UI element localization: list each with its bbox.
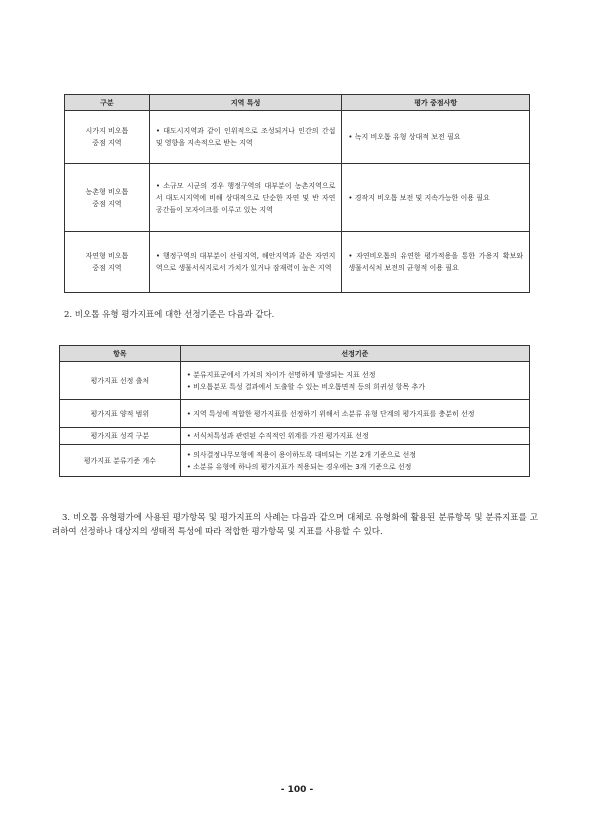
table-row xyxy=(60,362,530,400)
region-name: 중점 지역 xyxy=(92,264,122,272)
region-name: 자연형 비오톱 xyxy=(85,252,129,260)
feature-text: • 행정구역의 대부분이 산림지역, 해안지역과 같은 자연지역으로 생물서식지로서 가치가 있거나 잠재력이 높은 지역 xyxy=(156,250,336,274)
feature-text: • 소규모 시군의 경우 행정구역의 대부분이 농촌지역으로서 대도시지역에 비해 상대적으로 단순한 자연 및 반 자연공간들이 모자이크를 이루고 있는 지역 xyxy=(156,180,336,216)
region-name: 중점 지역 xyxy=(92,139,122,147)
region-name: 농촌형 비오톱 xyxy=(85,187,129,196)
criteria-text: • 지역 특성에 적합한 평가지표를 선정하기 위해서 소분류 유형 단계의 평가지표를 충분히 선정 xyxy=(187,408,523,420)
item-cell: 평가지표 양적 범위 xyxy=(60,400,181,428)
item-cell: 평가지표 성격 구분 xyxy=(60,428,181,445)
table-row xyxy=(65,232,530,293)
table-row xyxy=(60,428,530,445)
column-header: 구분 xyxy=(65,95,150,111)
table-row xyxy=(60,400,530,428)
table-header-row xyxy=(60,346,530,362)
column-header: 평가 중점사항 xyxy=(342,95,530,111)
column-header: 지역 특성 xyxy=(149,95,342,111)
criteria-text: • 분류지표군에서 가치의 차이가 선명하게 발생되는 지표 선정 xyxy=(187,369,523,381)
column-header: 항목 xyxy=(60,346,181,362)
region-type-table xyxy=(64,94,530,293)
criteria-text: • 서식처특성과 관련된 수직적인 위계를 가진 평가지표 선정 xyxy=(187,430,523,442)
criteria-text: • 비오톱분포 특성 결과에서 도출할 수 있는 비오톱면적 등의 희귀성 항목 추가 xyxy=(187,381,523,393)
item-cell: 평가지표 선정 출처 xyxy=(60,362,181,400)
table-row xyxy=(60,445,530,477)
feature-cell xyxy=(149,164,342,232)
criteria-cell xyxy=(180,400,529,428)
paragraph-3: 3. 비오톱 유형평가에 사용된 평가항목 및 평가지표의 사례는 다음과 같으며 대체로 유형화에 활용된 분류항목 및 분류지표를 고려하여 선정하나 대상지의 생태적 특성에 따라 적합한 평가항목 및 지표를 사용할 수 있다. xyxy=(52,513,538,537)
page-number: - 100 - xyxy=(280,785,314,795)
feature-cell xyxy=(149,232,342,293)
table-row xyxy=(65,164,530,232)
focus-cell xyxy=(342,232,530,293)
criteria-cell xyxy=(180,428,529,445)
selection-criteria-table xyxy=(59,345,530,477)
criteria-text: • 소분류 유형에 하나의 평가지표가 적용되는 경우에는 3개 기준으로 선정 xyxy=(187,461,523,473)
criteria-cell xyxy=(180,362,529,400)
region-cell xyxy=(65,232,150,293)
item-cell: 평가지표 분류기준 개수 xyxy=(60,445,181,477)
region-name: 시가지 비오톱 xyxy=(85,127,129,135)
feature-text: • 대도시지역과 같이 인위적으로 조성되거나 인간의 간섭 및 영향을 지속적으로 받는 지역 xyxy=(156,125,336,149)
table-header-row xyxy=(65,95,530,111)
column-header: 선정기준 xyxy=(180,346,529,362)
region-cell xyxy=(65,111,150,164)
paragraph-2: 2. 비오톱 유형 평가지표에 대한 선정기준은 다음과 같다. xyxy=(64,310,275,320)
region-name: 중점 지역 xyxy=(92,199,122,208)
table-row xyxy=(65,111,530,164)
focus-cell xyxy=(342,164,530,232)
focus-text: • 자연비오톱의 유연한 평가적용을 통한 가용지 확보와 생물서식처 보전의 균형적 이용 필요 xyxy=(348,250,523,274)
criteria-text: • 의사결정나무모형에 적용이 용이하도록 대비되는 기본 2개 기준으로 선정 xyxy=(187,449,523,461)
focus-text: • 녹지 비오톱 유형 상대적 보전 필요 xyxy=(348,131,523,143)
region-cell xyxy=(65,164,150,232)
focus-cell xyxy=(342,111,530,164)
feature-cell xyxy=(149,111,342,164)
focus-text: • 경작지 비오톱 보전 및 지속가능한 이용 필요 xyxy=(348,192,523,204)
criteria-cell xyxy=(180,445,529,477)
